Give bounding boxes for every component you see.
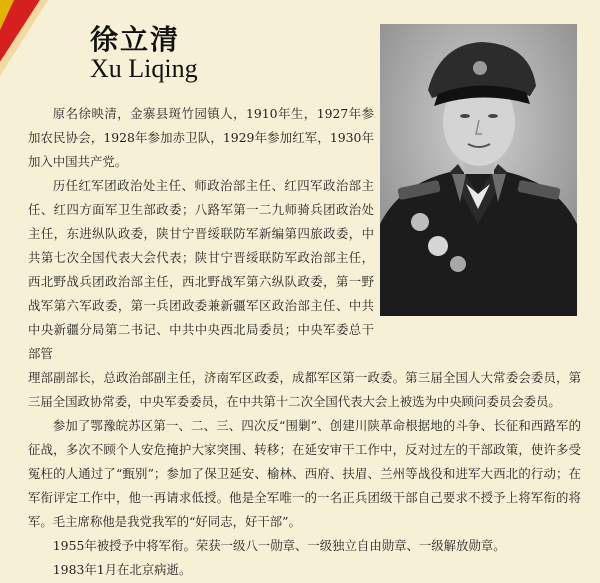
bio-paragraph-positions: 历任红军团政治处主任、师政治部主任、红四军政治部主任、红四方面军卫生部政委；八路军第一二九师骑兵团政治处主任，东进纵队政委，陕甘宁晋绥联防军新编第四旅政委，中共第七次全国代表大会代表；陕甘宁晋绥联防军政治部主任，西北野战兵团政治部主任，西北野战军第六纵队政委，第一野战军第六军政委，第一兵团政委兼新疆军区政治部主任、中共中央新疆分局第二书记、中共中央西北局委员；中央军委总干部管 [28,178,374,361]
bio-paragraph-death: 1983年1月在北京病逝。 [52,562,192,577]
bio-paragraph-origin: 原名徐映清，金寨县斑竹园镇人，1910年生，1927年参加农民协会，1928年参加赤卫队，1929年参加红军，1930年加入中国共产党。 [28,106,374,169]
bio-paragraph-honors: 1955年被授予中将军衔。荣获一级八一勋章、一级独立自由勋章、一级解放勋章。 [52,538,506,553]
decorative-corner-stripes [0,0,70,80]
biography-text [28,102,581,582]
person-name-english: Xu Liqing [90,54,198,83]
bio-paragraph-campaigns: 参加了鄂豫皖苏区第一、二、三、四次反“围剿”、创建川陕革命根据地的斗争、长征和西路军的征战，多次不顾个人安危掩护大家突围、转移；在延安审干工作中，反对过左的干部政策，使许多受冤枉的人通过了“甄别”；参加了保卫延安、榆林、西府、扶眉、兰州等战役和进军大西北的行动；在军衔评定工作中，他一再请求低授。他是全军唯一的一名正兵团级干部自己要求不授予上将军衔的将军。毛主席称他是我党我军的“好同志，好干部”。 [28,418,581,529]
bio-paragraph-positions-continued: 理部副部长，总政治部副主任，济南军区政委，成都军区第一政委。第三届全国人大常委会委员，第三届全国政协常委，中央军委委员，在中共第十二次全国代表大会上被选为中央顾问委员会委员。 [28,370,581,409]
person-name-chinese: 徐立清 [90,23,181,56]
